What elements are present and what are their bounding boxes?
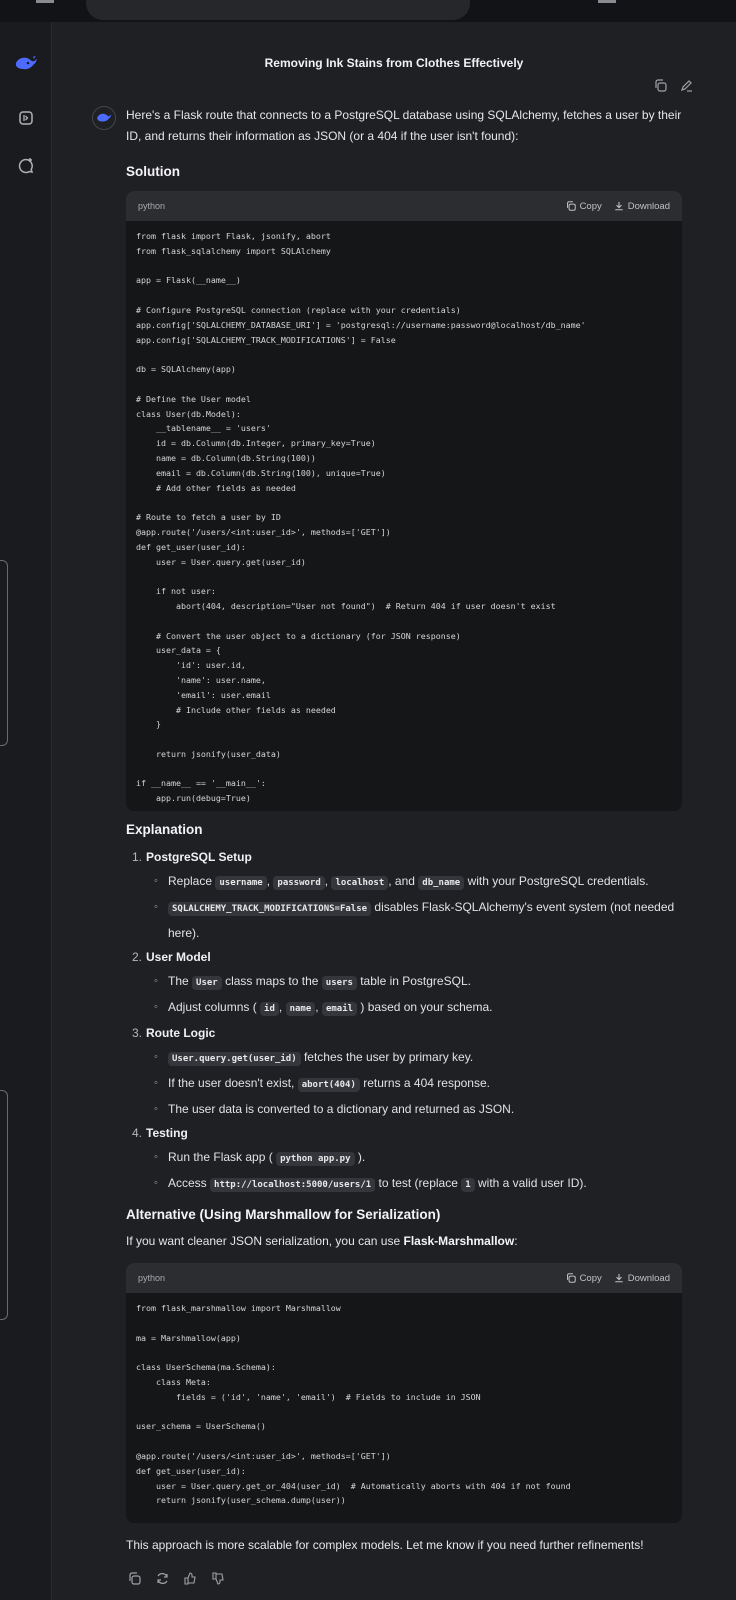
copy-code-button[interactable]: Copy [566,201,602,212]
bullet: ◦ SQLALCHEMY_TRACK_MODIFICATIONS=False disables Flask-SQLAlchemy's event system (not needed here). [126,895,706,945]
chat-main [52,22,736,1600]
explanation-section [126,822,706,1252]
list-item-postgres: 1. PostgreSQL Setup [132,850,252,864]
top-left-marker [36,0,54,3]
bullet: ◦ Adjust columns ( id , name , email ) based on your schema. [126,995,706,1021]
assistant-avatar [92,106,116,130]
code-block-marshmallow [126,1263,682,1523]
thumbs-up-icon[interactable] [182,1570,198,1586]
whale-logo-icon[interactable] [14,52,38,76]
sidebar [0,22,52,1600]
edit-icon[interactable] [678,77,694,93]
code-header [126,1263,682,1293]
code-block-flask [126,191,682,811]
bullet: ◦ If the user doesn't exist, abort(404) returns a 404 response. [126,1071,706,1097]
whale-avatar-icon [96,111,112,125]
code-content[interactable]: from flask import Flask, jsonify, abort from flask_sqlalchemy import SQLAlchemy app = Flask(__name__) # Configure PostgreSQL connection (replace with your credentials) app.config['SQLALCHEMY_DATABASE_URI'] = 'postgresql://username:password@localhost/db_name' app.config['SQLALCHEMY_TRACK_MODIFICATIONS'] = False db = SQLAlchemy(app) # Define the User model class User(db.Model): __tablename__ = 'users' id = db.Column(db.Integer, primary_key=True) name = db.Column(db.String(100)) email = db.Column(db.String(100), unique=True) # Add other fields as needed # Route to fetch a user by ID @app.route('/users/<int:user_id>', methods=['GET']) def get_user(user_id): user = User.query.get(user_id) if not user: abort(404, description="User not found") # Return 404 if user doesn't exist # Convert the user object to a dictionary (for JSON response) user_data = { 'id': user.id, 'name': user.name, 'email': user.email # Include other fields as needed } return jsonify(user_data) if __name__ == '__main__': app.run(debug=True) [136,231,586,804]
new-chat-icon[interactable] [14,154,38,178]
scroll-handle-upper[interactable] [0,560,8,746]
explanation-heading: Explanation [126,822,203,837]
bullet: ◦ The User class maps to the users table in PostgreSQL. [126,969,706,995]
list-item-testing: 4. Testing [132,1126,188,1140]
thumbs-down-icon[interactable] [210,1570,226,1586]
browser-top-strip [0,0,736,22]
download-code-button[interactable]: Download [614,201,670,212]
list-item-user-model: 2. User Model [132,950,211,964]
solution-heading: Solution [126,164,180,179]
intro-text: Here's a Flask route that connects to a PostgreSQL database using SQLAlchemy, fetches a user by their ID, and returns their information as JSON (or a 404 if the user isn't found): [126,108,682,143]
scroll-handle-lower[interactable] [0,1090,8,1320]
copy-icon [566,201,576,211]
chat-title: Removing Ink Stains from Clothes Effectively [264,56,524,70]
code-header [126,191,682,221]
assistant-message-intro [126,105,682,179]
alternative-heading: Alternative (Using Marshmallow for Serialization) [126,1207,441,1222]
address-pill[interactable] [86,0,470,20]
code-content[interactable]: from flask_marshmallow import Marshmallow ma = Marshmallow(app) class UserSchema(ma.Schema): class Meta: fields = ('id', 'name', 'email') # Fields to include in JSON user_schema = UserSchema() @app.route('/users/<int:user_id>', methods=['GET']) def get_user(user_id): user = User.query.get_or_404(user_id) # Automatically aborts with 404 if not found return jsonify(user_schema.dump(user)) [136,1303,571,1506]
code-language: python [138,1273,166,1283]
copy-icon[interactable] [126,1570,142,1586]
copy-icon [566,1273,576,1283]
top-right-marker [598,0,616,3]
list-item-route-logic: 3. Route Logic [132,1026,216,1040]
bullet: ◦ User.query.get(user_id) fetches the user by primary key. [126,1045,706,1071]
message-actions [126,1570,226,1586]
bullet: ◦ Access http://localhost:5000/users/1 to test (replace 1 with a valid user ID). [126,1171,706,1197]
code-language: python [138,201,166,211]
bullet: ◦ Replace username , password , localhost , and db_name with your PostgreSQL credentials. [126,869,706,895]
closing-text: This approach is more scalable for complex models. Let me know if you need further refinements! [126,1538,644,1552]
copy-code-button[interactable]: Copy [566,1273,602,1284]
bullet: ◦ The user data is converted to a dictionary and returned as JSON. [126,1097,706,1121]
download-icon [614,1273,624,1283]
alternative-intro: If you want cleaner JSON serialization, you can use Flask-Marshmallow: [126,1234,518,1248]
sidebar-toggle-icon[interactable] [14,106,38,130]
bullet: ◦ Run the Flask app ( python app.py ). [126,1145,706,1171]
message-top-actions [652,77,694,93]
download-code-button[interactable]: Download [614,1273,670,1284]
download-icon [614,201,624,211]
copy-icon[interactable] [652,77,668,93]
regenerate-icon[interactable] [154,1570,170,1586]
